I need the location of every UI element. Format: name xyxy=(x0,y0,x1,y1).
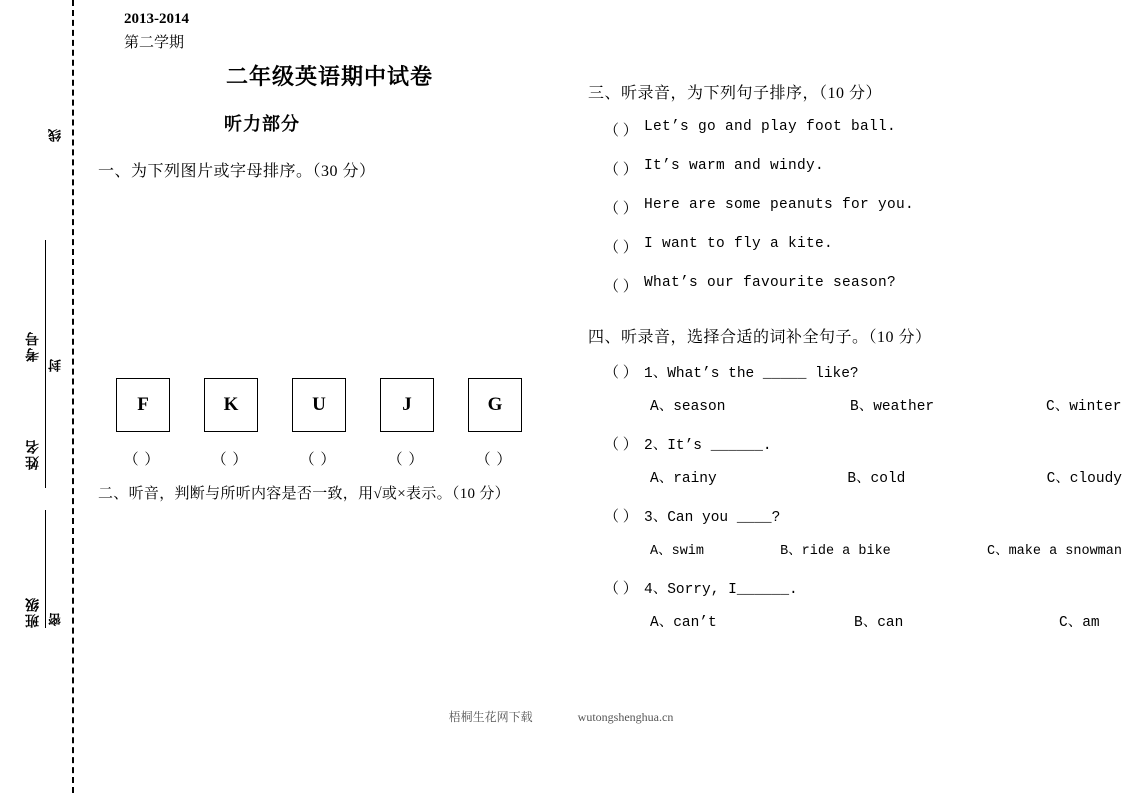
mc-stem: 2、It’s ______. xyxy=(644,438,772,454)
section-four-question-list xyxy=(588,361,1122,631)
seal-char-feng: 封 xyxy=(48,358,63,372)
exam-term: 第二学期 xyxy=(124,35,185,51)
field-label-xingming: 姓名 xyxy=(26,438,41,470)
order-sentence: I want to fly a kite. xyxy=(644,236,834,252)
order-sentence: Let’s go and play foot ball. xyxy=(644,119,897,135)
exam-year: 2013-2014 xyxy=(124,11,189,27)
mc-option[interactable]: A、rainy xyxy=(650,471,717,487)
mc-option-row xyxy=(650,466,1122,487)
order-answer-paren[interactable]: （ ） xyxy=(604,162,638,178)
order-answer-paren[interactable]: （ ） xyxy=(604,279,638,295)
order-item xyxy=(588,197,1122,218)
exam-title: 二年级英语期中试卷 xyxy=(226,64,434,89)
order-answer-paren[interactable]: （ ） xyxy=(604,201,638,217)
section-four-heading: 四、听录音，选择合适的词补全句子。（10 分） xyxy=(588,329,932,346)
mc-option[interactable]: C、make a snowman xyxy=(986,544,1122,559)
mc-option[interactable]: C、winter xyxy=(1046,399,1122,415)
mc-option-row xyxy=(650,610,1122,631)
mc-stem: 3、Can you ____? xyxy=(644,510,781,526)
mc-option[interactable]: C、cloudy xyxy=(1046,471,1122,487)
order-sentence: It’s warm and windy. xyxy=(644,158,825,174)
mc-question xyxy=(588,361,1122,382)
mc-question xyxy=(588,577,1122,598)
mc-question xyxy=(588,433,1122,454)
order-sentence: What’s our favourite season? xyxy=(644,275,897,291)
mc-answer-paren[interactable]: （ ） xyxy=(604,509,638,525)
mc-option[interactable]: B、cold xyxy=(847,471,906,487)
page-footer xyxy=(0,708,1122,725)
section-three-item-list xyxy=(588,119,1122,296)
mc-option[interactable]: A、can’t xyxy=(650,615,717,631)
listening-part-title: 听力部分 xyxy=(224,114,300,134)
mc-option[interactable]: A、swim xyxy=(650,544,705,559)
footer-source: 梧桐生花网下载 xyxy=(448,710,533,724)
field-divider-rule xyxy=(45,240,46,368)
order-item xyxy=(588,275,1122,296)
answer-paren-slot[interactable]: （ ） xyxy=(123,452,161,468)
field-divider-rule xyxy=(45,368,46,488)
mc-answer-paren[interactable]: （ ） xyxy=(604,581,638,597)
letter-box: G xyxy=(468,378,522,432)
letter-box: U xyxy=(292,378,346,432)
seal-char-xian: 线 xyxy=(48,128,63,142)
mc-option-row xyxy=(650,538,1122,559)
mc-option-row xyxy=(650,394,1122,415)
mc-option[interactable]: C、am xyxy=(1059,615,1100,631)
section-one-heading: 一、为下列图片或字母排序。（30 分） xyxy=(98,163,376,180)
mc-option[interactable]: B、ride a bike xyxy=(780,544,891,559)
footer-site: wutongshenghua.cn xyxy=(577,710,674,724)
order-answer-paren[interactable]: （ ） xyxy=(604,240,638,256)
mc-stem: 1、What’s the _____ like? xyxy=(644,366,859,382)
mc-stem: 4、Sorry, I______. xyxy=(644,582,798,598)
answer-paren-slot[interactable]: （ ） xyxy=(299,452,337,468)
mc-option[interactable]: B、can xyxy=(854,615,904,631)
left-column xyxy=(76,0,588,502)
right-column xyxy=(588,80,1122,649)
answer-paren-slot[interactable]: （ ） xyxy=(387,452,425,468)
mc-option[interactable]: A、season xyxy=(650,399,726,415)
answer-paren-slot[interactable]: （ ） xyxy=(211,452,249,468)
order-sentence: Here are some peanuts for you. xyxy=(644,197,915,213)
mc-answer-paren[interactable]: （ ） xyxy=(604,365,638,381)
field-divider-rule xyxy=(45,510,46,628)
answer-paren-row xyxy=(108,448,528,469)
exam-page-body xyxy=(76,0,1122,793)
seal-char-mi: 密 xyxy=(48,612,63,626)
section-two-heading: 二、听音，判断与所听内容是否一致，用√或×表示。（10 分） xyxy=(98,486,510,502)
order-item xyxy=(588,236,1122,257)
seal-line-margin xyxy=(0,0,76,793)
letter-box: J xyxy=(380,378,434,432)
mc-answer-paren[interactable]: （ ） xyxy=(604,437,638,453)
order-item xyxy=(588,119,1122,140)
seal-dashed-line xyxy=(72,0,74,793)
letter-box: K xyxy=(204,378,258,432)
letter-box: F xyxy=(116,378,170,432)
section-three-heading: 三、听录音，为下列句子排序，（10 分） xyxy=(588,85,883,102)
field-label-kaohao: 考号 xyxy=(26,330,41,362)
answer-paren-slot[interactable]: （ ） xyxy=(475,452,513,468)
exam-header xyxy=(76,0,588,89)
order-answer-paren[interactable]: （ ） xyxy=(604,123,638,139)
field-label-banji: 班级 xyxy=(26,596,41,628)
letter-box-row xyxy=(116,378,522,432)
mc-option[interactable]: B、weather xyxy=(850,399,935,415)
order-item xyxy=(588,158,1122,179)
mc-question xyxy=(588,505,1122,526)
